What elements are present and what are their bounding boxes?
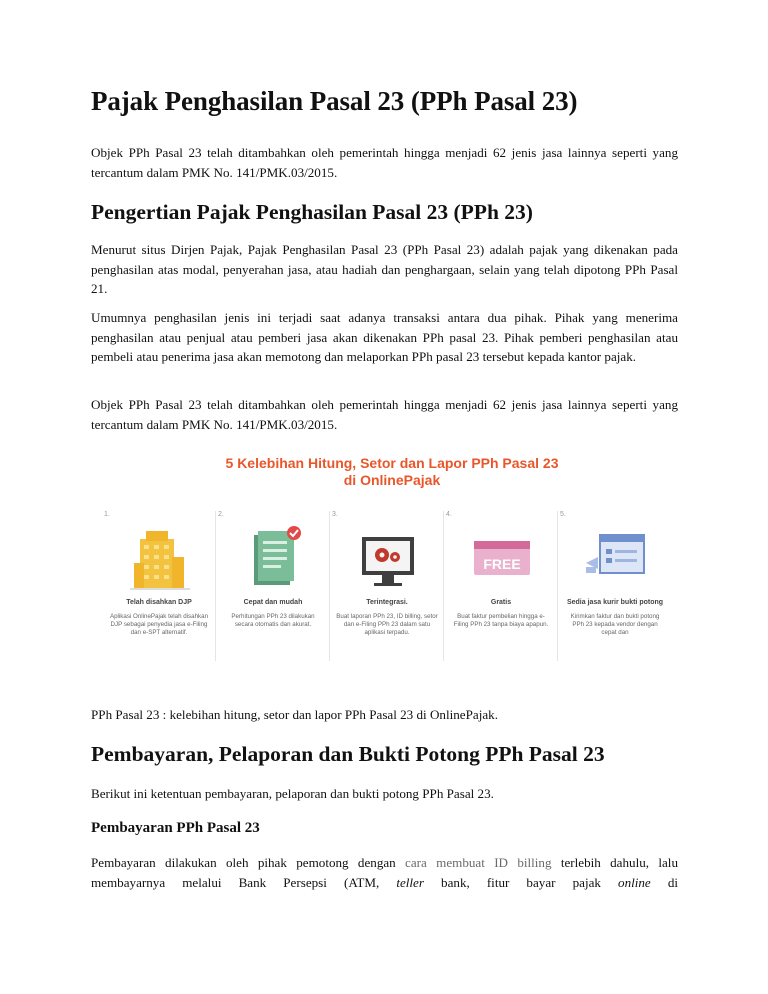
item-description: Perhitungan PPh 23 dilakukan secara otomatis dan akurat.	[231, 613, 315, 628]
page-title: Pajak Penghasilan Pasal 23 (PPh Pasal 23)	[91, 86, 578, 116]
text-segment: di	[650, 874, 679, 890]
item-title: Sedia jasa kurir bukti potong	[566, 599, 664, 606]
paragraph-objek: Objek PPh Pasal 23 telah ditambahkan oleh pemerintah hingga menjadi 62 jenis jasa lainnya seperti yang tercantum dalam PMK No. 141/PMK.03/2015.	[91, 397, 678, 432]
item-number: 3.	[332, 511, 338, 518]
subheading-pembayaran: Pembayaran PPh Pasal 23	[91, 820, 260, 836]
paragraph-transaction: Umumnya penghasilan jenis ini terjadi saat adanya transaksi antara dua pihak. Pihak yang menerima penghasilan atau penjual atau pemberi jasa akan dikenakan PPh pasal 23. Pihak pemberi penghasilan atau pembeli atau penerima jasa akan memotong dan melaporkan PPh pasal 23 tersebut kepada kantor pajak.	[91, 310, 678, 364]
item-description: Buat laporan PPh 23, ID billing, setor dan e-Filing PPh 23 dalam satu aplikasi terpadu.	[336, 613, 438, 636]
text-segment: Pembayaran dilakukan oleh pihak pemotong dengan	[91, 855, 406, 870]
item-title: Terintegrasi.	[366, 599, 408, 606]
browser-window-icon	[582, 523, 650, 593]
infographic-caption: PPh Pasal 23 : kelebihan hitung, setor dan lapor PPh Pasal 23 di OnlinePajak.	[91, 707, 498, 722]
item-number: 1.	[104, 511, 110, 518]
item-number: 5.	[560, 511, 566, 518]
paragraph-pembayaran	[91, 853, 678, 892]
item-title: Telah disahkan DJP	[126, 599, 192, 606]
free-tag-icon	[468, 523, 536, 593]
intro-paragraph: Objek PPh Pasal 23 telah ditambahkan oleh pemerintah hingga menjadi 62 jenis jasa lainnya seperti yang tercantum dalam PMK No. 141/PMK.03/2015.	[91, 145, 678, 180]
item-description: Aplikasi OnlinePajak telah disahkan DJP sebagai penyedia jasa e-Filing dan e-SPT alternatif.	[109, 613, 209, 636]
infographic-title-line1: 5 Kelebihan Hitung, Setor dan Lapor PPh Pasal 23	[225, 455, 559, 471]
document-check-icon	[240, 523, 308, 593]
item-title: Cepat dan mudah	[243, 599, 303, 606]
building-icon	[126, 523, 194, 593]
section-heading-pengertian: Pengertian Pajak Penghasilan Pasal 23 (PPh 23)	[91, 200, 533, 224]
column-divider	[329, 511, 330, 661]
text-segment: terlebih dahulu, lalu membayarnya melalui Bank Persepsi (ATM,	[91, 855, 678, 890]
item-description: Buat faktur pembelian hingga e-Filing PPh 23 tanpa biaya apapun.	[453, 613, 549, 628]
column-divider	[215, 511, 216, 661]
infographic-item-2	[218, 511, 330, 666]
monitor-gears-icon	[354, 523, 422, 593]
text-italic-online: online	[618, 874, 651, 890]
infographic-image	[104, 445, 680, 675]
paragraph-ketentuan: Berikut ini ketentuan pembayaran, pelaporan dan bukti potong PPh Pasal 23.	[91, 786, 494, 801]
infographic-item-5	[560, 511, 672, 666]
item-title: Gratis	[490, 599, 512, 606]
link-cara-membuat-id-billing[interactable]: cara membuat ID billing	[405, 855, 552, 870]
infographic-title	[104, 455, 680, 489]
text-italic-teller: teller	[396, 874, 424, 890]
section-heading-pembayaran: Pembayaran, Pelaporan dan Bukti Potong PPh Pasal 23	[91, 742, 605, 766]
infographic-item-3	[332, 511, 444, 666]
item-description: Kirimkan faktur dan bukti potong PPh 23 kepada vendor dengan cepat dan	[570, 613, 660, 636]
text-segment: bank, fitur bayar pajak	[423, 874, 619, 890]
item-number: 2.	[218, 511, 224, 518]
column-divider	[557, 511, 558, 661]
infographic-title-line2: di OnlinePajak	[343, 472, 441, 488]
item-number: 4.	[446, 511, 452, 518]
infographic-item-1	[104, 511, 216, 666]
paragraph-definition: Menurut situs Dirjen Pajak, Pajak Penghasilan Pasal 23 (PPh Pasal 23) adalah pajak yang dikenakan pada penghasilan atas modal, penyerahan jasa, atau hadiah dan penghargaan, selain yang telah dipotong PPh Pasal 21.	[91, 242, 678, 296]
infographic-item-4	[446, 511, 558, 666]
column-divider	[443, 511, 444, 661]
free-tag-text: FREE	[483, 556, 521, 572]
